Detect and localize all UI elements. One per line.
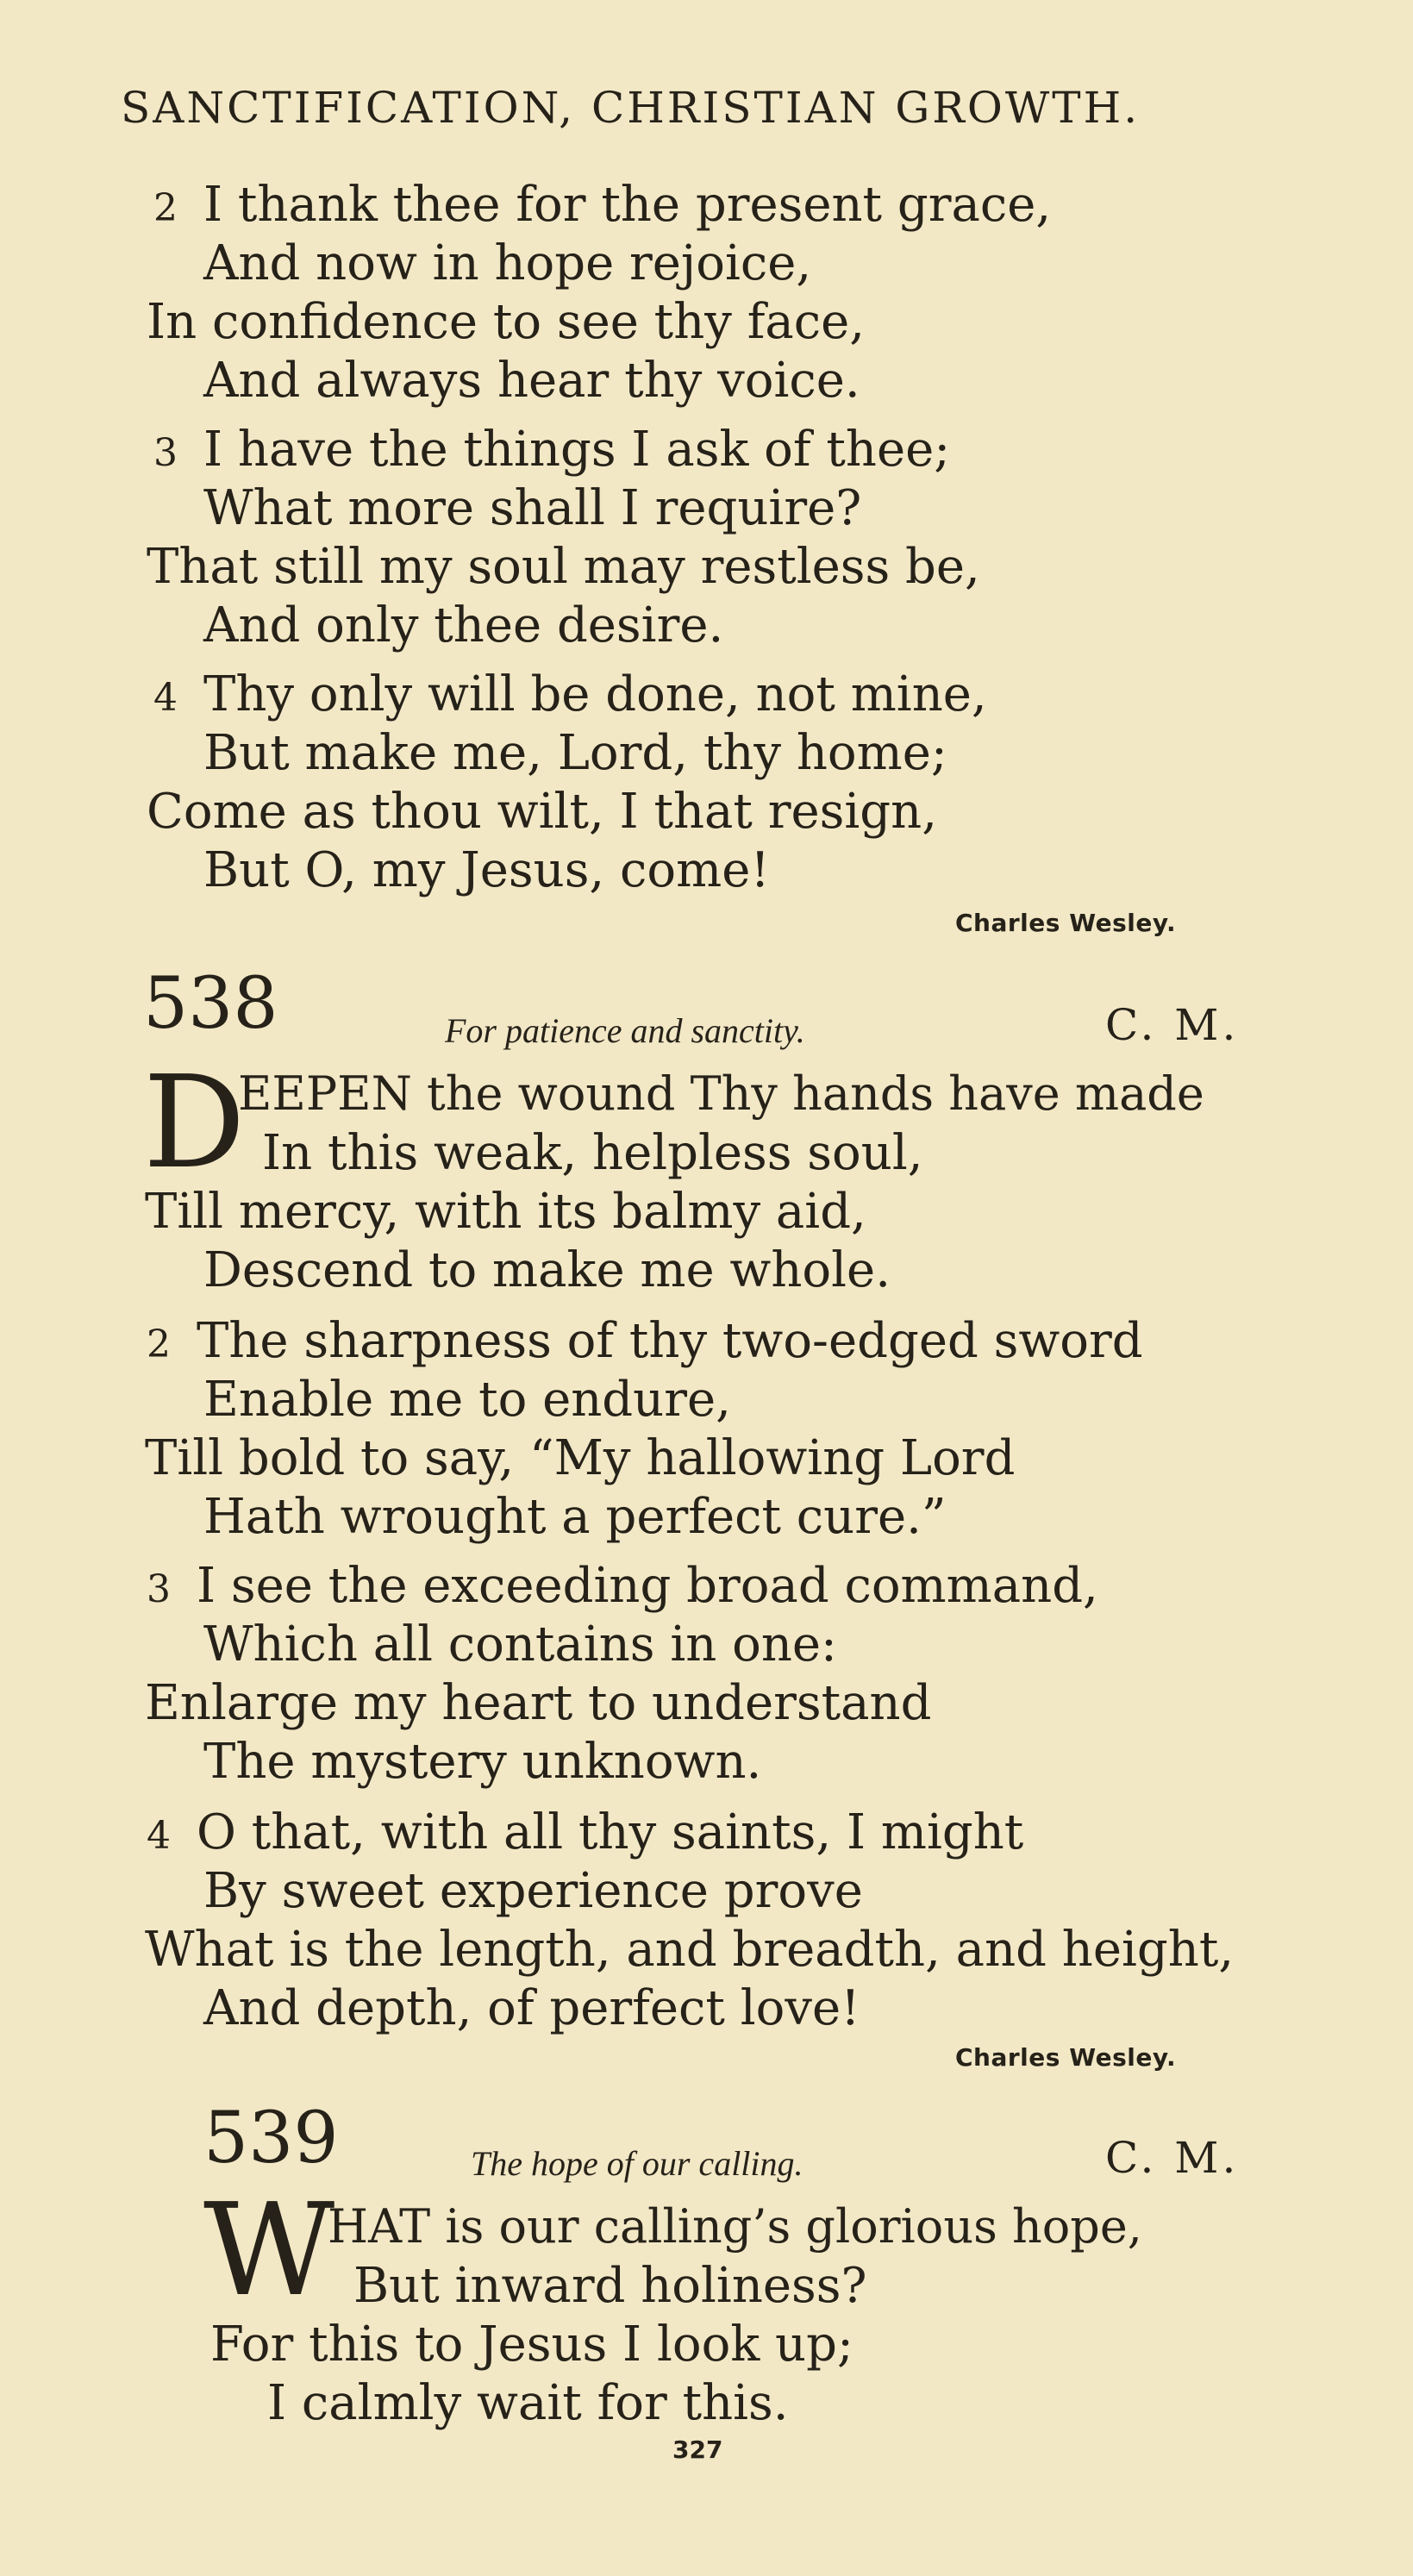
verse-line: Enable me to endure, <box>203 1372 731 1428</box>
verse-line: 3 I see the exceeding broad command, <box>147 1558 1098 1614</box>
hymn-meter: C. M. <box>1105 1000 1240 1050</box>
verse-number: 4 <box>153 676 178 720</box>
verse-line: But inward holiness? <box>353 2258 867 2314</box>
verse-line: I calmly wait for this. <box>267 2375 789 2431</box>
verse-line: HAT is our calling’s glorious hope, <box>328 2199 1142 2254</box>
verse-line: That still my soul may restless be, <box>147 539 980 595</box>
running-head: SANCTIFICATION, CHRISTIAN GROWTH. <box>121 83 1141 133</box>
drop-cap: D <box>143 1048 246 1197</box>
verse-line: Come as thou wilt, I that resign, <box>147 784 937 840</box>
verse-number: 3 <box>153 431 178 475</box>
verse-number: 3 <box>147 1567 171 1611</box>
verse-line: 2 The sharpness of thy two-edged sword <box>147 1313 1143 1369</box>
verse-line: What more shall I require? <box>203 480 862 536</box>
verse-line: EEPEN the wound Thy hands have made <box>238 1066 1204 1121</box>
verse-number: 2 <box>153 186 178 230</box>
verse-line: 2 I thank thee for the present grace, <box>153 177 1052 233</box>
verse-line: Hath wrought a perfect cure.” <box>203 1489 947 1545</box>
verse-line: Which all contains in one: <box>203 1616 837 1673</box>
hymn-number: 538 <box>143 963 278 1045</box>
verse-line: By sweet experience prove <box>203 1863 863 1919</box>
verse-line: But O, my Jesus, come! <box>203 842 770 898</box>
verse-line: Till mercy, with its balmy aid, <box>145 1184 866 1240</box>
verse-line: And depth, of perfect love! <box>203 1980 860 2036</box>
verse-number: 4 <box>147 1814 171 1858</box>
hymn-meter: C. M. <box>1105 2133 1240 2183</box>
verse-line: And always hear thy voice. <box>203 353 860 409</box>
verse-line: What is the length, and breadth, and height, <box>145 1922 1235 1978</box>
author-attribution: Charles Wesley. <box>955 2043 1177 2072</box>
verse-line: But make me, Lord, thy home; <box>203 725 947 781</box>
verse-line: Till bold to say, “My hallowing Lord <box>145 1430 1016 1486</box>
verse-line: For this to Jesus I look up; <box>210 2317 853 2373</box>
verse-line: Descend to make me whole. <box>203 1242 891 1298</box>
verse-line: 4 Thy only will be done, not mine, <box>153 666 987 722</box>
author-attribution: Charles Wesley. <box>955 909 1177 937</box>
verse-line: And only thee desire. <box>203 597 724 653</box>
hymn-number: 539 <box>203 2098 339 2179</box>
verse-line: 3 I have the things I ask of thee; <box>153 422 951 478</box>
verse-number: 2 <box>147 1322 171 1366</box>
hymn-title: The hope of our calling. <box>471 2144 803 2183</box>
hymn-title: For patience and sanctity. <box>445 1011 805 1050</box>
verse-line: And now in hope rejoice, <box>203 235 812 291</box>
verse-line: The mystery unknown. <box>203 1734 762 1790</box>
drop-cap: W <box>203 2176 335 2324</box>
verse-line: 4 O that, with all thy saints, I might <box>147 1804 1024 1860</box>
verse-line: Enlarge my heart to understand <box>145 1675 932 1731</box>
verse-line: In this weak, helpless soul, <box>262 1125 923 1181</box>
page-number: 327 <box>672 2435 723 2464</box>
verse-line: In confidence to see thy face, <box>147 294 866 350</box>
